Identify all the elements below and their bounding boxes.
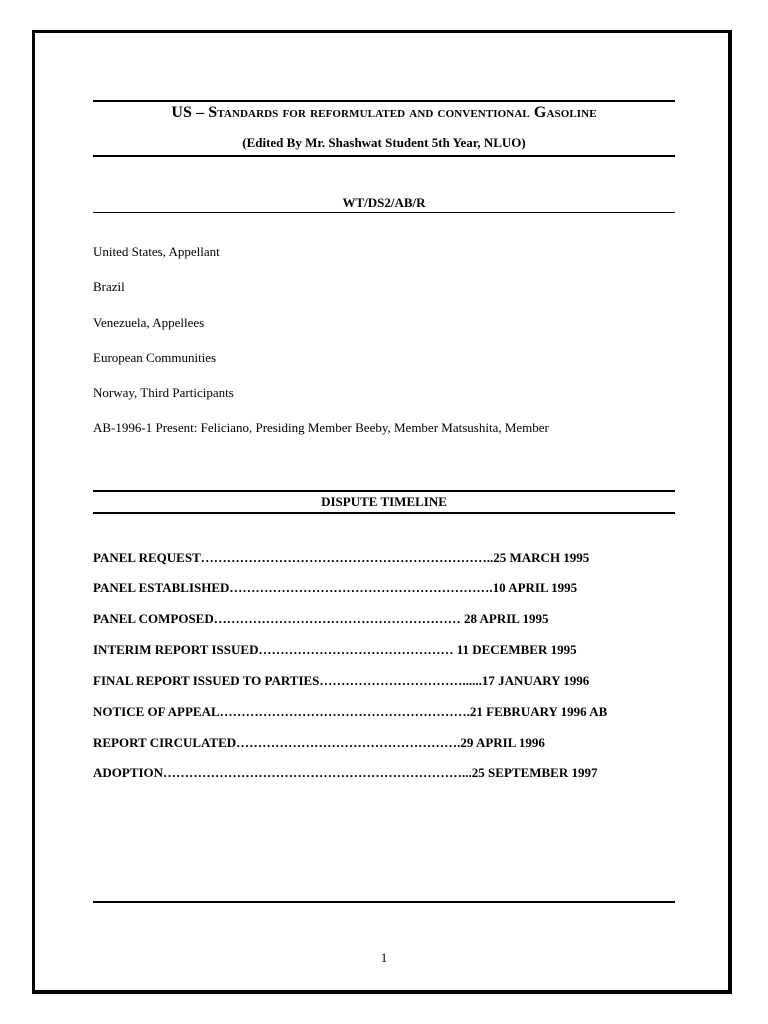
timeline-top-rule [93,490,675,492]
timeline-entry: PANEL ESTABLISHED…………………………………………………….10 APRIL 1995 [93,580,578,595]
party-line: Norway, Third Participants [93,385,234,400]
timeline-entry: FINAL REPORT ISSUED TO PARTIES……………………………......17 JANUARY 1996 [93,673,590,688]
party-line: United States, Appellant [93,244,220,259]
timeline-entry: INTERIM REPORT ISSUED……………………………………… 11 DECEMBER 1995 [93,642,577,657]
footer-rule [93,901,675,903]
timeline-heading: DISPUTE TIMELINE [321,494,447,509]
timeline-entry: ADOPTION……………………………………………………………...25 SEPTEMBER 1997 [93,765,598,780]
timeline-entry: REPORT CIRCULATED…………………………………………….29 APRIL 1996 [93,735,545,750]
case-number: WT/DS2/AB/R [342,195,426,210]
document-title: US – Standards for reformulated and conventional Gasoline [171,104,597,121]
timeline-entry: PANEL REQUEST…………………………………………………………..25 MARCH 1995 [93,550,590,565]
timeline-heading-rule [93,512,675,514]
title-top-rule [93,100,675,102]
document-subtitle: (Edited By Mr. Shashwat Student 5th Year, NLUO) [242,135,526,150]
party-line: European Communities [93,350,217,365]
timeline-entry: NOTICE OF APPEAL………………………………………………….21 FEBRUARY 1996 AB [93,704,608,719]
panel-members-line: AB-1996-1 Present: Feliciano, Presiding Member Beeby, Member Matsushita, Member [93,420,549,435]
party-line: Brazil [93,279,125,294]
timeline-entry: PANEL COMPOSED………………………………………………… 28 APRIL 1995 [93,611,549,626]
page-number: 1 [380,950,388,965]
title-bottom-rule [93,155,675,157]
party-line: Venezuela, Appellees [93,315,205,330]
case-number-rule [93,212,675,213]
